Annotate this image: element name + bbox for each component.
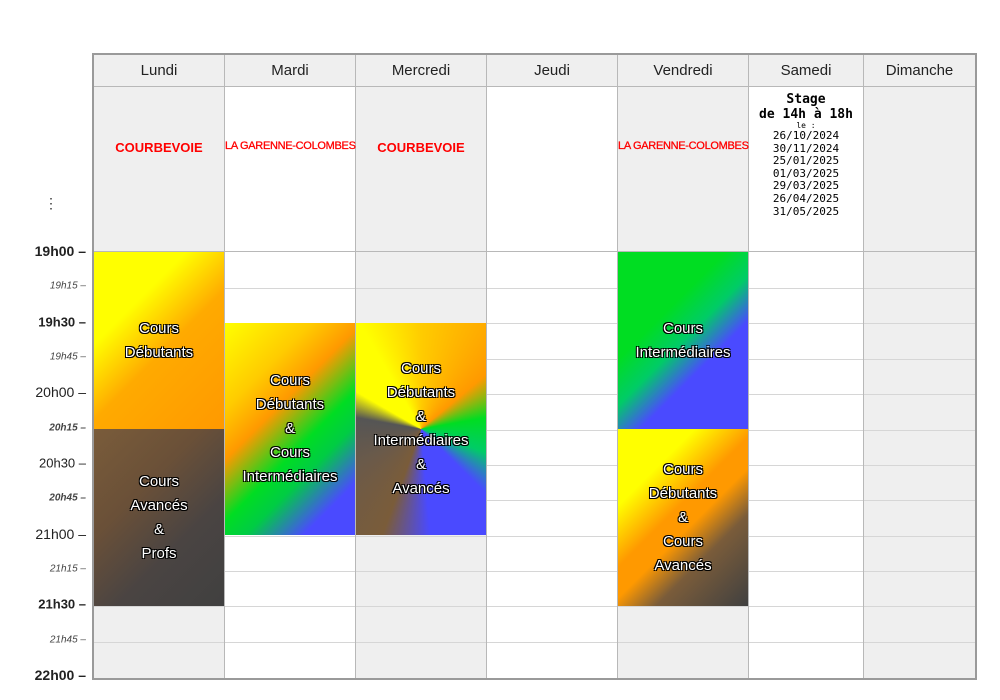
location-cell-mercredi <box>356 88 486 252</box>
course-text: Cours <box>138 472 179 490</box>
course-text: Cours <box>138 319 179 337</box>
location-label: LA GARENNE-COLOMBES <box>225 140 356 152</box>
stage-date: 31/05/2025 <box>772 204 840 218</box>
stage-cell-samedi <box>749 88 863 252</box>
day-column-lundi <box>94 55 225 678</box>
stage-date: 26/04/2025 <box>772 191 840 205</box>
day-column-jeudi <box>487 55 618 678</box>
course-text: Intermédiaires <box>242 468 338 485</box>
ellipsis-marker: ⋮ <box>44 195 58 211</box>
course-text: Avancés <box>392 480 450 497</box>
day-column-samedi <box>749 55 864 678</box>
stage-title: Stage <box>786 92 826 107</box>
day-column-dimanche <box>864 55 975 678</box>
course-text: Débutants <box>124 343 194 361</box>
course-text: Cours <box>662 460 703 478</box>
course-text: & <box>677 508 688 526</box>
day-header-lundi: Lundi <box>94 55 224 87</box>
course-text: & <box>153 520 164 538</box>
course-block-vendredi-debutants-avances[interactable] <box>618 429 748 606</box>
course-text: & <box>415 408 426 425</box>
time-label-21h45: 21h45 – <box>49 634 86 646</box>
stage-date: 30/11/2024 <box>772 141 840 155</box>
course-text: Débutants <box>255 396 325 413</box>
time-label-19h15: 19h15 – <box>49 280 86 292</box>
location-cell-mardi <box>225 88 355 252</box>
course-text: Débutants <box>648 484 718 502</box>
location-label: LA GARENNE-COLOMBES <box>618 140 749 152</box>
day-header-mercredi: Mercredi <box>356 55 486 87</box>
day-header-dimanche: Dimanche <box>864 55 975 87</box>
time-label-19h45: 19h45 – <box>49 351 86 363</box>
course-text: & <box>415 456 426 473</box>
course-block-vendredi-intermediaires[interactable] <box>618 252 748 429</box>
stage-le-label: le : <box>796 121 816 130</box>
day-column-vendredi <box>618 55 749 678</box>
time-label-21h00: 21h00 – <box>35 526 86 542</box>
course-text: Avancés <box>130 496 188 514</box>
course-text: Cours <box>269 444 310 461</box>
stage-date: 01/03/2025 <box>772 166 840 180</box>
time-label-21h30: 21h30 – <box>38 596 86 612</box>
location-cell-vendredi <box>618 88 748 252</box>
day-header-mardi: Mardi <box>225 55 355 87</box>
day-column-mercredi <box>356 55 487 678</box>
weekly-timetable <box>92 53 977 680</box>
day-header-jeudi: Jeudi <box>487 55 617 87</box>
time-label-19h00: 19h00 – <box>34 243 86 259</box>
course-text: Cours <box>662 532 703 550</box>
stage-date: 29/03/2025 <box>772 179 840 193</box>
course-text: Profs <box>141 544 177 562</box>
day-header-vendredi: Vendredi <box>618 55 748 87</box>
time-label-21h15: 21h15 – <box>49 563 86 575</box>
time-label-20h15: 20h15 – <box>49 422 86 434</box>
time-label-20h45: 20h45 – <box>49 492 86 504</box>
course-text: Débutants <box>386 384 456 401</box>
course-block-lundi-debutants[interactable] <box>94 252 224 429</box>
course-text: Cours <box>269 372 310 389</box>
stage-date: 26/10/2024 <box>772 129 840 142</box>
location-label: COURBEVOIE <box>115 140 203 155</box>
day-header-samedi: Samedi <box>749 55 863 87</box>
time-label-20h30: 20h30 – <box>39 455 86 471</box>
course-block-mercredi-tous-niveaux[interactable] <box>356 323 486 535</box>
location-cell-lundi <box>94 88 224 252</box>
course-text: Cours <box>400 360 441 377</box>
course-block-lundi-avances-profs[interactable] <box>94 429 224 606</box>
location-cell-dimanche <box>864 88 975 252</box>
time-label-19h30: 19h30 – <box>38 314 86 330</box>
stage-date: 25/01/2025 <box>772 154 840 168</box>
course-text: & <box>284 420 295 437</box>
stage-hours: de 14h à 18h <box>759 107 853 122</box>
time-label-22h00: 22h00 – <box>34 667 86 683</box>
course-text: Intermédiaires <box>635 343 731 361</box>
location-label: COURBEVOIE <box>377 140 465 155</box>
time-label-20h00: 20h00 – <box>35 384 86 400</box>
location-cell-jeudi <box>487 88 617 252</box>
course-text: Avancés <box>654 556 712 574</box>
day-column-mardi <box>225 55 356 678</box>
stage-info <box>749 92 863 218</box>
course-block-mardi-debutants-intermediaires[interactable] <box>225 323 355 535</box>
course-text: Intermédiaires <box>373 432 469 449</box>
course-text: Cours <box>662 319 703 337</box>
